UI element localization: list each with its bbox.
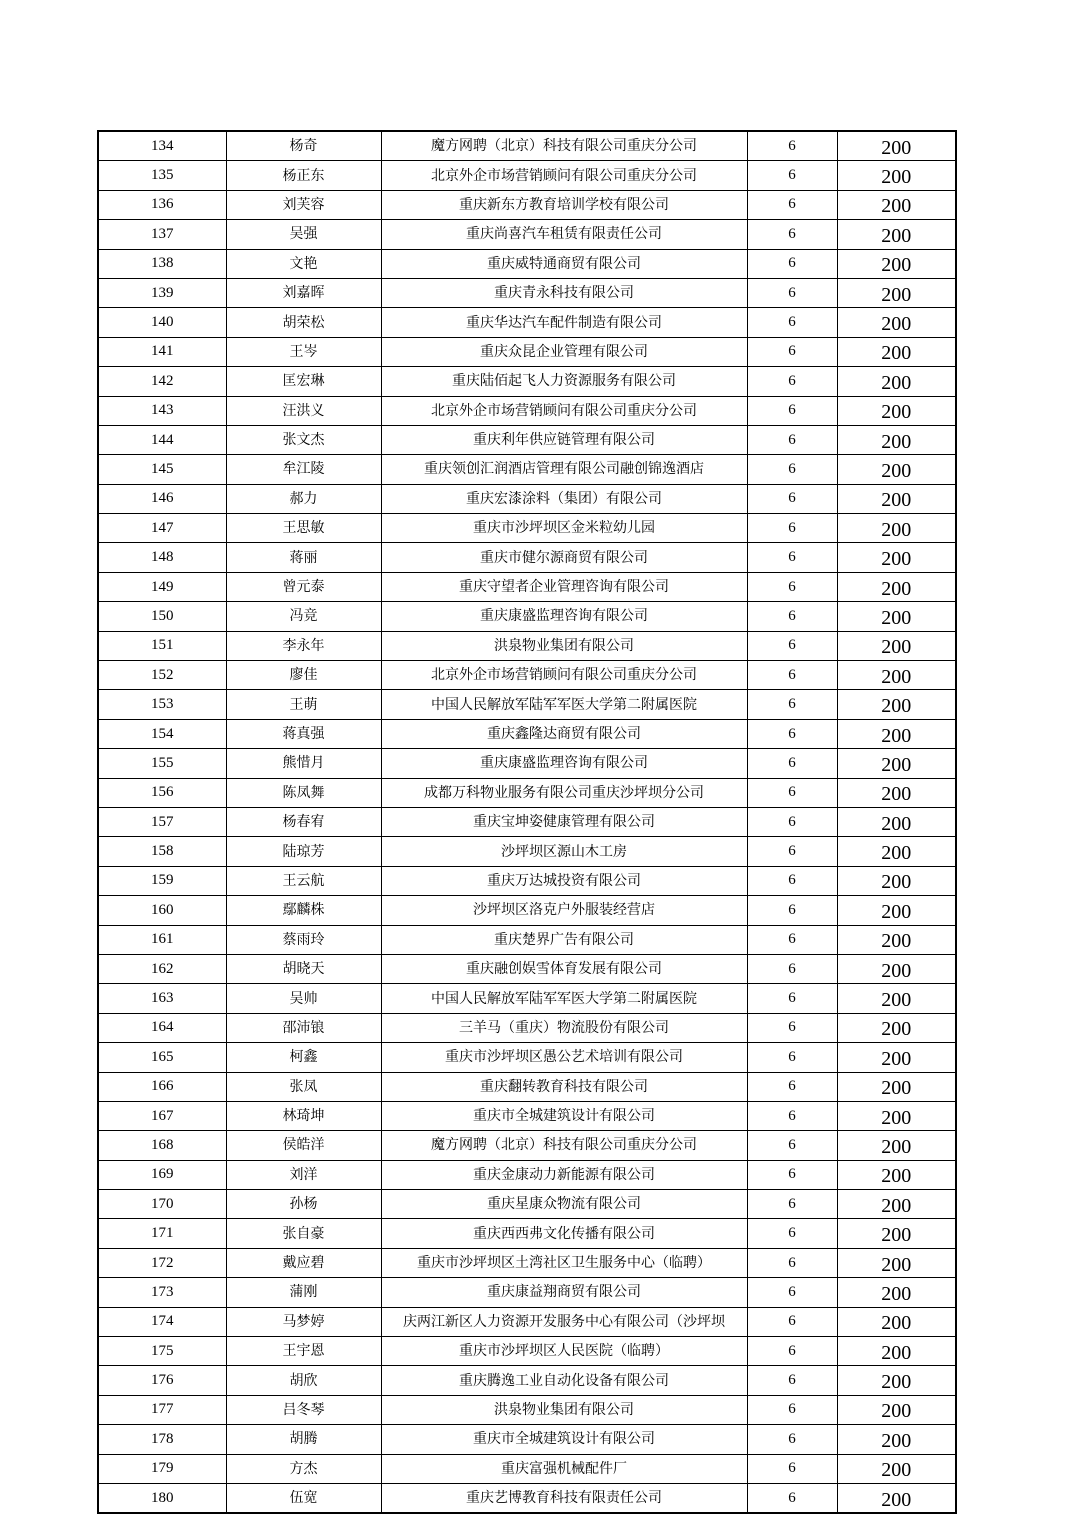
- company-name-cell: 重庆富强机械配件厂: [381, 1454, 747, 1483]
- months-cell: 6: [747, 866, 837, 895]
- company-name-cell: 成都万科物业服务有限公司重庆沙坪坝分公司: [381, 778, 747, 807]
- person-name-cell: 吴强: [226, 220, 381, 249]
- person-name-cell: 文艳: [226, 249, 381, 278]
- person-name-cell: 胡晓天: [226, 954, 381, 983]
- person-name-cell: 柯鑫: [226, 1043, 381, 1072]
- company-name-cell: 北京外企市场营销顾问有限公司重庆分公司: [381, 661, 747, 690]
- months-cell: 6: [747, 837, 837, 866]
- row-number-cell: 153: [98, 690, 226, 719]
- months-cell: 6: [747, 161, 837, 190]
- months-cell: 6: [747, 1278, 837, 1307]
- person-name-cell: 蒋真强: [226, 719, 381, 748]
- table-row: [98, 572, 956, 601]
- amount-cell: 200: [837, 837, 956, 866]
- months-cell: 6: [747, 1131, 837, 1160]
- table-row: [98, 954, 956, 983]
- months-cell: 6: [747, 131, 837, 161]
- row-number-cell: 151: [98, 631, 226, 660]
- row-number-cell: 145: [98, 455, 226, 484]
- amount-cell: 200: [837, 1043, 956, 1072]
- company-name-cell: 重庆众昆企业管理有限公司: [381, 337, 747, 366]
- company-name-cell: 重庆市沙坪坝区人民医院（临聘）: [381, 1337, 747, 1366]
- months-cell: 6: [747, 1013, 837, 1042]
- months-cell: 6: [747, 1483, 837, 1513]
- amount-cell: 200: [837, 1013, 956, 1042]
- row-number-cell: 174: [98, 1307, 226, 1336]
- table-row: [98, 1307, 956, 1336]
- row-number-cell: 179: [98, 1454, 226, 1483]
- table-row: [98, 807, 956, 836]
- row-number-cell: 178: [98, 1425, 226, 1454]
- company-name-cell: 重庆市全城建筑设计有限公司: [381, 1101, 747, 1130]
- row-number-cell: 162: [98, 954, 226, 983]
- amount-cell: 200: [837, 1131, 956, 1160]
- row-number-cell: 156: [98, 778, 226, 807]
- person-name-cell: 鄢麟株: [226, 896, 381, 925]
- person-name-cell: 张文杰: [226, 425, 381, 454]
- table-row: [98, 249, 956, 278]
- table-row: [98, 1190, 956, 1219]
- amount-cell: 200: [837, 1395, 956, 1424]
- company-name-cell: 洪泉物业集团有限公司: [381, 631, 747, 660]
- person-name-cell: 熊惜月: [226, 749, 381, 778]
- person-name-cell: 孙杨: [226, 1190, 381, 1219]
- months-cell: 6: [747, 220, 837, 249]
- row-number-cell: 169: [98, 1160, 226, 1189]
- table-row: [98, 1219, 956, 1248]
- months-cell: 6: [747, 1190, 837, 1219]
- company-name-cell: 重庆鑫隆达商贸有限公司: [381, 719, 747, 748]
- person-name-cell: 吕冬琴: [226, 1395, 381, 1424]
- table-row: [98, 1366, 956, 1395]
- company-name-cell: 重庆星康众物流有限公司: [381, 1190, 747, 1219]
- row-number-cell: 137: [98, 220, 226, 249]
- row-number-cell: 146: [98, 484, 226, 513]
- months-cell: 6: [747, 1454, 837, 1483]
- row-number-cell: 141: [98, 337, 226, 366]
- months-cell: 6: [747, 337, 837, 366]
- amount-cell: 200: [837, 631, 956, 660]
- company-name-cell: 北京外企市场营销顾问有限公司重庆分公司: [381, 396, 747, 425]
- person-name-cell: 蒲刚: [226, 1278, 381, 1307]
- company-name-cell: 重庆尚喜汽车租赁有限责任公司: [381, 220, 747, 249]
- table-row: [98, 896, 956, 925]
- table-row: [98, 719, 956, 748]
- table-row: [98, 337, 956, 366]
- company-name-cell: 重庆市沙坪坝区愚公艺术培训有限公司: [381, 1043, 747, 1072]
- row-number-cell: 167: [98, 1101, 226, 1130]
- company-name-cell: 中国人民解放军陆军军医大学第二附属医院: [381, 984, 747, 1013]
- amount-cell: 200: [837, 249, 956, 278]
- months-cell: 6: [747, 514, 837, 543]
- months-cell: 6: [747, 1160, 837, 1189]
- amount-cell: 200: [837, 1425, 956, 1454]
- row-number-cell: 175: [98, 1337, 226, 1366]
- months-cell: 6: [747, 1072, 837, 1101]
- amount-cell: 200: [837, 455, 956, 484]
- company-name-cell: 重庆艺博教育科技有限责任公司: [381, 1483, 747, 1513]
- table-row: [98, 161, 956, 190]
- row-number-cell: 161: [98, 925, 226, 954]
- amount-cell: 200: [837, 1248, 956, 1277]
- months-cell: 6: [747, 278, 837, 307]
- amount-cell: 200: [837, 131, 956, 161]
- amount-cell: 200: [837, 161, 956, 190]
- row-number-cell: 138: [98, 249, 226, 278]
- person-name-cell: 吴帅: [226, 984, 381, 1013]
- table-row: [98, 425, 956, 454]
- person-name-cell: 林琦坤: [226, 1101, 381, 1130]
- company-name-cell: 北京外企市场营销顾问有限公司重庆分公司: [381, 161, 747, 190]
- months-cell: 6: [747, 719, 837, 748]
- amount-cell: 200: [837, 1483, 956, 1513]
- company-name-cell: 重庆青永科技有限公司: [381, 278, 747, 307]
- amount-cell: 200: [837, 396, 956, 425]
- row-number-cell: 149: [98, 572, 226, 601]
- company-name-cell: 魔方网聘（北京）科技有限公司重庆分公司: [381, 1131, 747, 1160]
- company-name-cell: 重庆金康动力新能源有限公司: [381, 1160, 747, 1189]
- company-name-cell: 重庆康盛监理咨询有限公司: [381, 602, 747, 631]
- person-name-cell: 牟江陵: [226, 455, 381, 484]
- months-cell: 6: [747, 1101, 837, 1130]
- amount-cell: 200: [837, 954, 956, 983]
- table-row: [98, 1131, 956, 1160]
- person-name-cell: 王岑: [226, 337, 381, 366]
- person-name-cell: 刘嘉晖: [226, 278, 381, 307]
- months-cell: 6: [747, 661, 837, 690]
- amount-cell: 200: [837, 1072, 956, 1101]
- table-row: [98, 631, 956, 660]
- amount-cell: 200: [837, 1454, 956, 1483]
- person-name-cell: 曾元泰: [226, 572, 381, 601]
- person-name-cell: 侯皓洋: [226, 1131, 381, 1160]
- person-name-cell: 陈凤舞: [226, 778, 381, 807]
- table-row: [98, 690, 956, 719]
- amount-cell: 200: [837, 1219, 956, 1248]
- amount-cell: 200: [837, 308, 956, 337]
- months-cell: 6: [747, 954, 837, 983]
- person-name-cell: 刘芙容: [226, 190, 381, 219]
- person-name-cell: 胡欣: [226, 1366, 381, 1395]
- months-cell: 6: [747, 249, 837, 278]
- person-name-cell: 胡荣松: [226, 308, 381, 337]
- table-row: [98, 1013, 956, 1042]
- person-name-cell: 张自豪: [226, 1219, 381, 1248]
- company-name-cell: 重庆陆佰起飞人力资源服务有限公司: [381, 367, 747, 396]
- person-name-cell: 蔡雨玲: [226, 925, 381, 954]
- row-number-cell: 142: [98, 367, 226, 396]
- row-number-cell: 144: [98, 425, 226, 454]
- person-name-cell: 汪洪义: [226, 396, 381, 425]
- company-name-cell: 沙坪坝区洛克户外服装经营店: [381, 896, 747, 925]
- months-cell: 6: [747, 1043, 837, 1072]
- table-row: [98, 984, 956, 1013]
- table-row: [98, 1337, 956, 1366]
- table-row: [98, 543, 956, 572]
- company-name-cell: 重庆新东方教育培训学校有限公司: [381, 190, 747, 219]
- months-cell: 6: [747, 1366, 837, 1395]
- table-row: [98, 131, 956, 161]
- row-number-cell: 158: [98, 837, 226, 866]
- person-name-cell: 李永年: [226, 631, 381, 660]
- amount-cell: 200: [837, 572, 956, 601]
- row-number-cell: 177: [98, 1395, 226, 1424]
- table-row: [98, 1454, 956, 1483]
- months-cell: 6: [747, 1219, 837, 1248]
- company-name-cell: 重庆融创娱雪体育发展有限公司: [381, 954, 747, 983]
- table-row: [98, 778, 956, 807]
- amount-cell: 200: [837, 807, 956, 836]
- amount-cell: 200: [837, 1190, 956, 1219]
- months-cell: 6: [747, 807, 837, 836]
- amount-cell: 200: [837, 602, 956, 631]
- amount-cell: 200: [837, 778, 956, 807]
- person-name-cell: 杨正东: [226, 161, 381, 190]
- company-name-cell: 重庆宝坤姿健康管理有限公司: [381, 807, 747, 836]
- company-name-cell: 重庆楚界广告有限公司: [381, 925, 747, 954]
- row-number-cell: 140: [98, 308, 226, 337]
- company-name-cell: 中国人民解放军陆军军医大学第二附属医院: [381, 690, 747, 719]
- amount-cell: 200: [837, 367, 956, 396]
- amount-cell: 200: [837, 896, 956, 925]
- amount-cell: 200: [837, 1278, 956, 1307]
- amount-cell: 200: [837, 484, 956, 513]
- amount-cell: 200: [837, 1337, 956, 1366]
- row-number-cell: 143: [98, 396, 226, 425]
- months-cell: 6: [747, 749, 837, 778]
- table-row: [98, 514, 956, 543]
- table-row: [98, 455, 956, 484]
- amount-cell: 200: [837, 749, 956, 778]
- person-name-cell: 匡宏琳: [226, 367, 381, 396]
- amount-cell: 200: [837, 278, 956, 307]
- amount-cell: 200: [837, 337, 956, 366]
- person-name-cell: 冯竞: [226, 602, 381, 631]
- row-number-cell: 164: [98, 1013, 226, 1042]
- row-number-cell: 168: [98, 1131, 226, 1160]
- table-body: [98, 131, 956, 1513]
- table-row: [98, 1160, 956, 1189]
- row-number-cell: 163: [98, 984, 226, 1013]
- company-name-cell: 三羊马（重庆）物流股份有限公司: [381, 1013, 747, 1042]
- row-number-cell: 166: [98, 1072, 226, 1101]
- person-name-cell: 胡腾: [226, 1425, 381, 1454]
- amount-cell: 200: [837, 690, 956, 719]
- row-number-cell: 136: [98, 190, 226, 219]
- company-name-cell: 重庆万达城投资有限公司: [381, 866, 747, 895]
- company-name-cell: 重庆华达汽车配件制造有限公司: [381, 308, 747, 337]
- row-number-cell: 170: [98, 1190, 226, 1219]
- company-name-cell: 重庆市沙坪坝区土湾社区卫生服务中心（临聘）: [381, 1248, 747, 1277]
- amount-cell: 200: [837, 1101, 956, 1130]
- row-number-cell: 154: [98, 719, 226, 748]
- months-cell: 6: [747, 1395, 837, 1424]
- amount-cell: 200: [837, 1307, 956, 1336]
- table-row: [98, 220, 956, 249]
- table-row: [98, 278, 956, 307]
- company-name-cell: 洪泉物业集团有限公司: [381, 1395, 747, 1424]
- company-name-cell: 魔方网聘（北京）科技有限公司重庆分公司: [381, 131, 747, 161]
- row-number-cell: 152: [98, 661, 226, 690]
- amount-cell: 200: [837, 220, 956, 249]
- row-number-cell: 180: [98, 1483, 226, 1513]
- months-cell: 6: [747, 1248, 837, 1277]
- months-cell: 6: [747, 984, 837, 1013]
- person-name-cell: 杨春宥: [226, 807, 381, 836]
- company-name-cell: 沙坪坝区源山木工房: [381, 837, 747, 866]
- person-name-cell: 廖佳: [226, 661, 381, 690]
- company-name-cell: 重庆宏漆涂料（集团）有限公司: [381, 484, 747, 513]
- company-name-cell: 重庆腾逸工业自动化设备有限公司: [381, 1366, 747, 1395]
- amount-cell: 200: [837, 1160, 956, 1189]
- table-row: [98, 1395, 956, 1424]
- company-name-cell: 重庆利年供应链管理有限公司: [381, 425, 747, 454]
- months-cell: 6: [747, 602, 837, 631]
- row-number-cell: 159: [98, 866, 226, 895]
- company-name-cell: 重庆市健尔源商贸有限公司: [381, 543, 747, 572]
- table-row: [98, 1425, 956, 1454]
- table-row: [98, 602, 956, 631]
- person-name-cell: 王思敏: [226, 514, 381, 543]
- person-name-cell: 刘洋: [226, 1160, 381, 1189]
- months-cell: 6: [747, 425, 837, 454]
- table-row: [98, 925, 956, 954]
- amount-cell: 200: [837, 719, 956, 748]
- months-cell: 6: [747, 1307, 837, 1336]
- amount-cell: 200: [837, 925, 956, 954]
- row-number-cell: 160: [98, 896, 226, 925]
- table-row: [98, 1483, 956, 1513]
- amount-cell: 200: [837, 866, 956, 895]
- row-number-cell: 139: [98, 278, 226, 307]
- months-cell: 6: [747, 1425, 837, 1454]
- amount-cell: 200: [837, 661, 956, 690]
- amount-cell: 200: [837, 984, 956, 1013]
- row-number-cell: 171: [98, 1219, 226, 1248]
- person-name-cell: 方杰: [226, 1454, 381, 1483]
- row-number-cell: 173: [98, 1278, 226, 1307]
- company-name-cell: 重庆康盛监理咨询有限公司: [381, 749, 747, 778]
- row-number-cell: 147: [98, 514, 226, 543]
- person-name-cell: 陆琼芳: [226, 837, 381, 866]
- row-number-cell: 176: [98, 1366, 226, 1395]
- table-row: [98, 308, 956, 337]
- table-row: [98, 661, 956, 690]
- person-name-cell: 马梦婷: [226, 1307, 381, 1336]
- amount-cell: 200: [837, 514, 956, 543]
- months-cell: 6: [747, 631, 837, 660]
- months-cell: 6: [747, 896, 837, 925]
- table-row: [98, 1278, 956, 1307]
- company-name-cell: 重庆守望者企业管理咨询有限公司: [381, 572, 747, 601]
- table-row: [98, 1043, 956, 1072]
- amount-cell: 200: [837, 425, 956, 454]
- months-cell: 6: [747, 455, 837, 484]
- months-cell: 6: [747, 308, 837, 337]
- amount-cell: 200: [837, 1366, 956, 1395]
- subsidy-table: [97, 130, 957, 1514]
- company-name-cell: 重庆市全城建筑设计有限公司: [381, 1425, 747, 1454]
- person-name-cell: 伍宽: [226, 1483, 381, 1513]
- months-cell: 6: [747, 778, 837, 807]
- person-name-cell: 戴应碧: [226, 1248, 381, 1277]
- row-number-cell: 135: [98, 161, 226, 190]
- row-number-cell: 150: [98, 602, 226, 631]
- amount-cell: 200: [837, 190, 956, 219]
- company-name-cell: 重庆西西弗文化传播有限公司: [381, 1219, 747, 1248]
- company-name-cell: 庆两江新区人力资源开发服务中心有限公司（沙坪坝: [381, 1307, 747, 1336]
- months-cell: 6: [747, 690, 837, 719]
- table-row: [98, 866, 956, 895]
- company-name-cell: 重庆市沙坪坝区金米粒幼儿园: [381, 514, 747, 543]
- subsidy-list-sheet: [97, 130, 957, 1514]
- table-row: [98, 367, 956, 396]
- person-name-cell: 王萌: [226, 690, 381, 719]
- person-name-cell: 邵沛锒: [226, 1013, 381, 1042]
- months-cell: 6: [747, 190, 837, 219]
- person-name-cell: 王云航: [226, 866, 381, 895]
- company-name-cell: 重庆威特通商贸有限公司: [381, 249, 747, 278]
- table-row: [98, 396, 956, 425]
- person-name-cell: 蒋丽: [226, 543, 381, 572]
- table-row: [98, 190, 956, 219]
- amount-cell: 200: [837, 543, 956, 572]
- months-cell: 6: [747, 396, 837, 425]
- months-cell: 6: [747, 367, 837, 396]
- row-number-cell: 165: [98, 1043, 226, 1072]
- person-name-cell: 王宇恩: [226, 1337, 381, 1366]
- row-number-cell: 155: [98, 749, 226, 778]
- table-row: [98, 837, 956, 866]
- company-name-cell: 重庆领创汇润酒店管理有限公司融创锦逸酒店: [381, 455, 747, 484]
- row-number-cell: 157: [98, 807, 226, 836]
- table-row: [98, 484, 956, 513]
- row-number-cell: 134: [98, 131, 226, 161]
- table-row: [98, 1072, 956, 1101]
- row-number-cell: 172: [98, 1248, 226, 1277]
- table-row: [98, 749, 956, 778]
- person-name-cell: 杨奇: [226, 131, 381, 161]
- months-cell: 6: [747, 925, 837, 954]
- company-name-cell: 重庆康益翔商贸有限公司: [381, 1278, 747, 1307]
- months-cell: 6: [747, 1337, 837, 1366]
- table-row: [98, 1248, 956, 1277]
- months-cell: 6: [747, 484, 837, 513]
- person-name-cell: 张凤: [226, 1072, 381, 1101]
- company-name-cell: 重庆翻转教育科技有限公司: [381, 1072, 747, 1101]
- person-name-cell: 郝力: [226, 484, 381, 513]
- row-number-cell: 148: [98, 543, 226, 572]
- months-cell: 6: [747, 543, 837, 572]
- months-cell: 6: [747, 572, 837, 601]
- table-row: [98, 1101, 956, 1130]
